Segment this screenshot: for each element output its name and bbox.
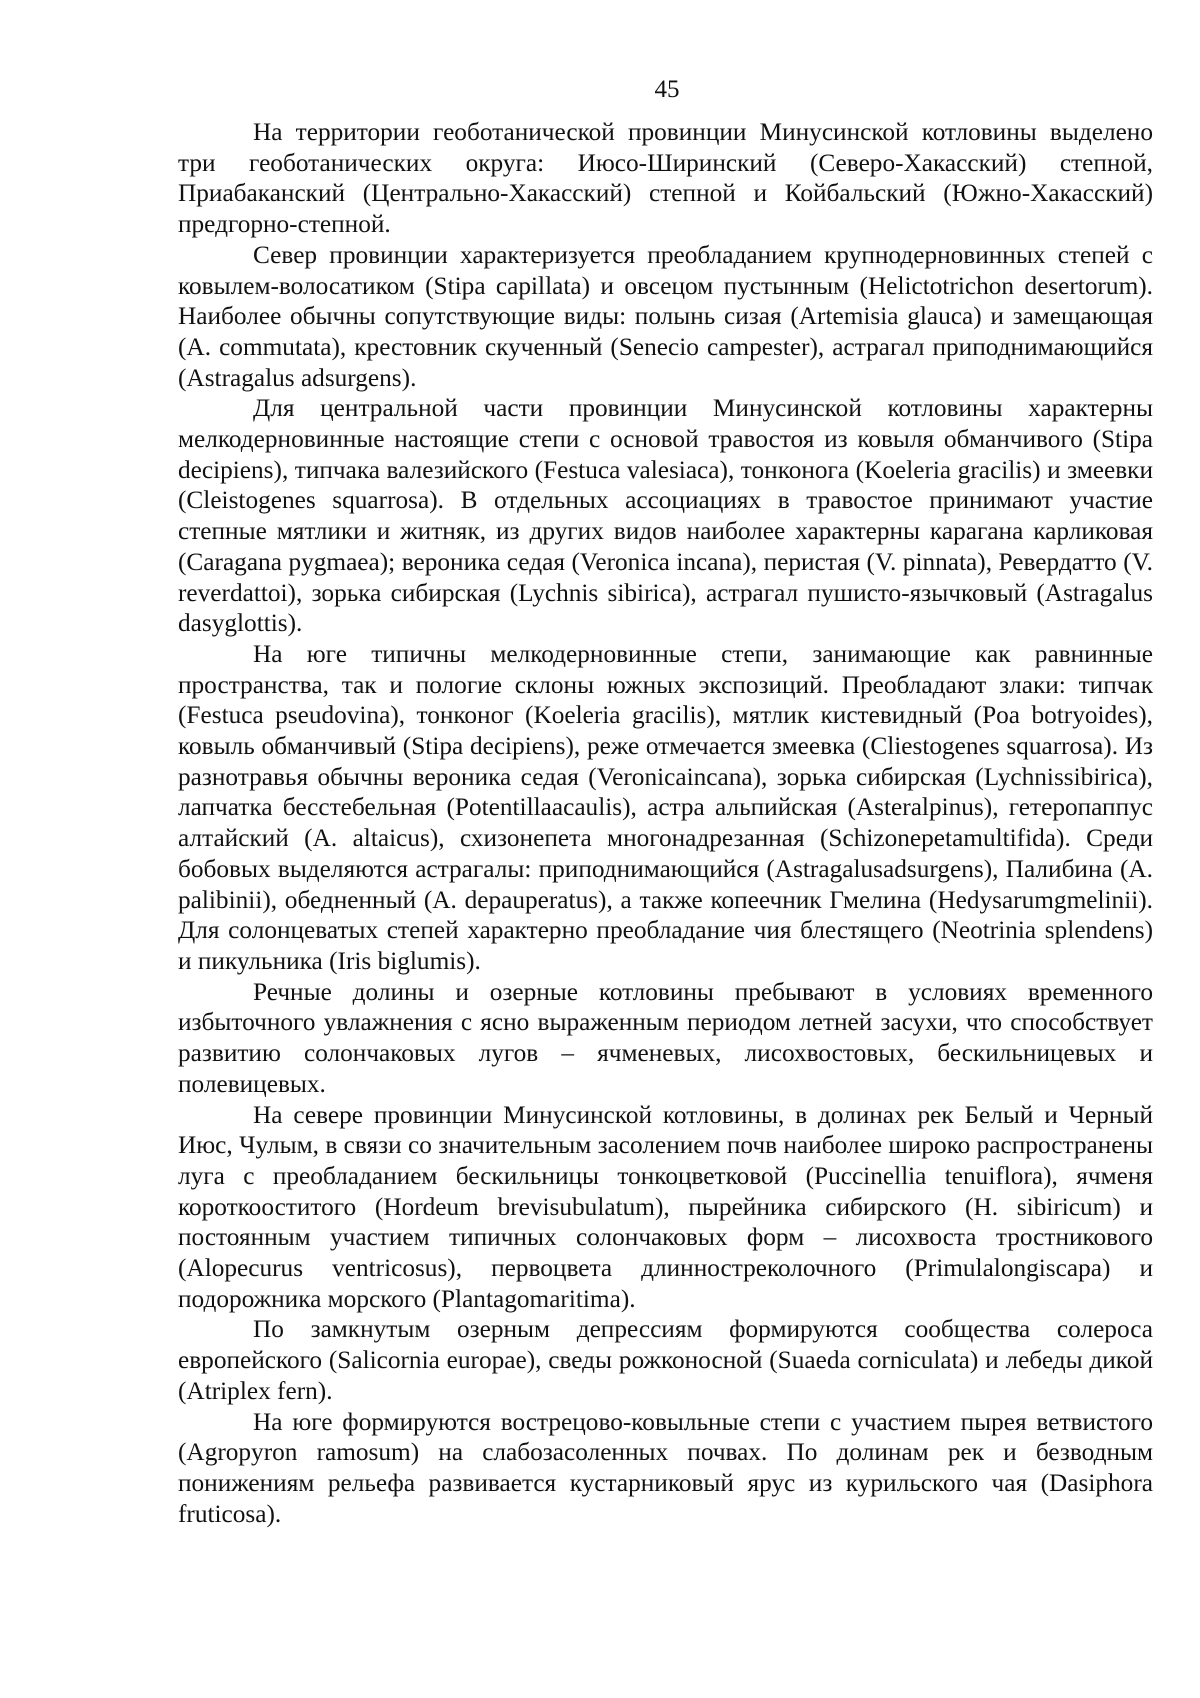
page-number: 45 xyxy=(654,76,680,103)
paragraph-geobotanical-districts: На территории геоботанической провинции Минусинской котловины выделено три геоботанических округа: Июсо-Ширинский (Северо-Хакасский) степной, Приабаканский (Центрально-Хакасский) степной и Койбальский (Южно-Хакасский) предгорно-степной. xyxy=(178,118,1153,239)
document-body xyxy=(178,117,1153,1529)
paragraph-lake-depressions: По замкнутым озерным депрессиям формируются сообщества солероса европейского (Salicornia europae), сведы рожконосной (Suaeda corniculata) и лебеды дикой (Atriplex fern). xyxy=(178,1315,1153,1405)
paragraph-central-province: Для центральной части провинции Минусинской котловины характерны мелкодерновинные настоящие степи с основой травостоя из ковыля обманчивого (Stipa decipiens), типчака валезийского (Festuca valesiaca), тонконога (Koeleria gracilis) и змеевки (Cleistogenes squarrosa). В отдельных ассоциациях в травостое принимают участие степные мятлики и житняк, из других видов наиболее характерны карагана карликовая (Caragana pygmaea); вероника седая (Veronica incana), перистая (V. pinnata), Ревердатто (V. reverdattoi), зорька сибирская (Lychnis sibirica), астрагал пушисто-язычковый (Astragalus dasyglottis). xyxy=(178,394,1153,638)
paragraph-north-meadows: На севере провинции Минусинской котловины, в долинах рек Белый и Черный Июс, Чулым, в связи со значительным засолением почв наиболее широко распространены луга с преобладанием бескильницы тонкоцветковой (Puccinellia tenuiflora), ячменя короткооститого (Hordeum brevisubulatum), пырейника сибирского (H. sibiricum) и постоянным участием типичных солончаковых форм – лисохвоста тростникового (Alopecurus ventricosus), первоцвета длинностреколочного (Primulalongiscapa) и подорожника морского (Plantagomaritima). xyxy=(178,1100,1153,1313)
paragraph-south-steppes: На юге типичны мелкодерновинные степи, занимающие как равнинные пространства, так и пологие склоны южных экспозиций. Преобладают злаки: типчак (Festuca pseudovina), тонконог (Koeleria gracilis), мятлик кистевидный (Poa botryoides), ковыль обманчивый (Stipa decipiens), реже отмечается змеевка (Cliestogenes squarrosa). Из разнотравья обычны вероника седая (Veronicaincana), зорька сибирская (Lychnissibirica), лапчатка бесстебельная (Potentillaacaulis), астра альпийская (Asteralpinus), гетеропаппус алтайский (A. altaicus), схизонепета многонадрезанная (Schizonepetamultifida). Среди бобовых выделяются астрагалы: приподнимающийся (Astragalusadsurgens), Палибина (A. palibinii), обедненный (A. depauperatus), а также копеечник Гмелина (Hedysarumgmelinii). Для солонцеватых степей характерно преобладание чия блестящего (Neotrinia splendens) и пикульника (Iris biglumis). xyxy=(178,639,1153,975)
paragraph-river-valleys: Речные долины и озерные котловины пребывают в условиях временного избыточного увлажнения с ясно выраженным периодом летней засухи, что способствует развитию солончаковых лугов – ячменевых, лисохвостовых, бескильницевых и полевицевых. xyxy=(178,977,1153,1098)
paragraph-south-wheatgrass-steppes: На юге формируются вострецово-ковыльные степи с участием пырея ветвистого (Agropyron ramosum) на слабозасоленных почвах. По долинам рек и безводным понижениям рельефа развивается кустарниковый ярус из курильского чая (Dasiphora fruticosa). xyxy=(178,1407,1153,1528)
paragraph-north-province: Север провинции характеризуется преобладанием крупнодерновинных степей с ковылем-волосатиком (Stipa capillata) и овсецом пустынным (Helictotrichon desertorum). Наиболее обычны сопутствующие виды: полынь сизая (Artemisia glauca) и замещающая (A. commutata), крестовник скученный (Senecio campester), астрагал приподнимающийся (Astragalus adsurgens). xyxy=(178,240,1153,392)
